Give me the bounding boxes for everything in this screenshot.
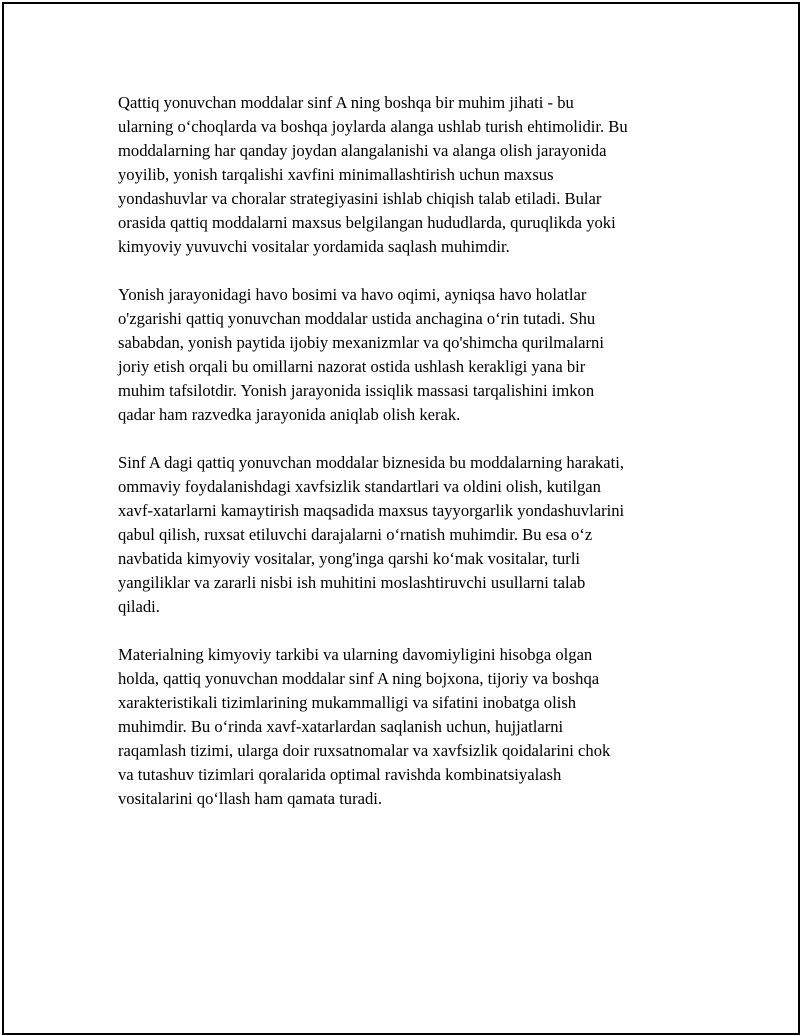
text-line: Sinf A dagi qattiq yonuvchan moddalar biznesida bu moddalarning harakati, — [118, 453, 624, 472]
text-line: Yonish jarayonidagi havo bosimi va havo oqimi, ayniqsa havo holatlar — [118, 285, 587, 304]
text-line: qabul qilish, ruxsat etiluvchi darajalarni o‘rnatish muhimdir. Bu esa o‘z — [118, 525, 593, 544]
text-line: ommaviy foydalanishdagi xavfsizlik standartlari va oldini olish, kutilgan — [118, 477, 601, 496]
text-line: yondashuvlar va choralar strategiyasini ishlab chiqish talab etiladi. Bular — [118, 189, 602, 208]
text-line: yoyilib, yonish tarqalishi xavfini minimallashtirish uchun maxsus — [118, 165, 554, 184]
text-line: joriy etish orqali bu omillarni nazorat ostida ushlash kerakligi yana bir — [118, 357, 586, 376]
paragraph-3 — [118, 451, 698, 619]
text-line: kimyoviy yuvuvchi vositalar yordamida saqlash muhimdir. — [118, 237, 510, 256]
text-line: xarakteristikali tizimlarining mukammalligi va sifatini inobatga olish — [118, 693, 577, 712]
text-line: orasida qattiq moddalarni maxsus belgilangan hududlarda, quruqlikda yoki — [118, 213, 616, 232]
text-line: qiladi. — [118, 597, 160, 616]
text-line: muhim tafsilotdir. Yonish jarayonida issiqlik massasi tarqalishini imkon — [118, 381, 595, 400]
text-line: navbatida kimyoviy vositalar, yong'inga qarshi ko‘mak vositalar, turli — [118, 549, 581, 568]
paragraph-1 — [118, 91, 698, 259]
text-line: qadar ham razvedka jarayonida aniqlab olish kerak. — [118, 405, 461, 424]
text-line: moddalarning har qanday joydan alangalanishi va alanga olish jarayonida — [118, 141, 607, 160]
text-line: vositalarini qo‘llash ham qamata turadi. — [118, 789, 383, 808]
text-line: raqamlash tizimi, ularga doir ruxsatnomalar va xavfsizlik qoidalarini chok — [118, 741, 611, 760]
text-line: Materialning kimyoviy tarkibi va ularning davomiyligini hisobga olgan — [118, 645, 593, 664]
paragraph-2 — [118, 283, 698, 427]
text-line: yangiliklar va zararli nisbi ish muhitini moslashtiruvchi usullarni talab — [118, 573, 586, 592]
text-line: va tutashuv tizimlari qoralarida optimal ravishda kombinatsiyalash — [118, 765, 562, 784]
text-line: muhimdir. Bu o‘rinda xavf-xatarlardan saqlanish uchun, hujjatlarni — [118, 717, 564, 736]
text-line: Qattiq yonuvchan moddalar sinf A ning boshqa bir muhim jihati - bu — [118, 93, 574, 112]
text-line: sababdan, yonish paytida ijobiy mexanizmlar va qo'shimcha qurilmalarni — [118, 333, 604, 352]
text-line: holda, qattiq yonuvchan moddalar sinf A ning bojxona, tijoriy va boshqa — [118, 669, 600, 688]
text-line: o'zgarishi qattiq yonuvchan moddalar ustida anchagina o‘rin tutadi. Shu — [118, 309, 596, 328]
paragraph-4 — [118, 643, 698, 811]
text-line: ularning o‘choqlarda va boshqa joylarda alanga ushlab turish ehtimolidir. Bu — [118, 117, 628, 136]
text-line: xavf-xatarlarni kamaytirish maqsadida maxsus tayyorgarlik yondashuvlarini — [118, 501, 625, 520]
document-body — [118, 91, 698, 835]
